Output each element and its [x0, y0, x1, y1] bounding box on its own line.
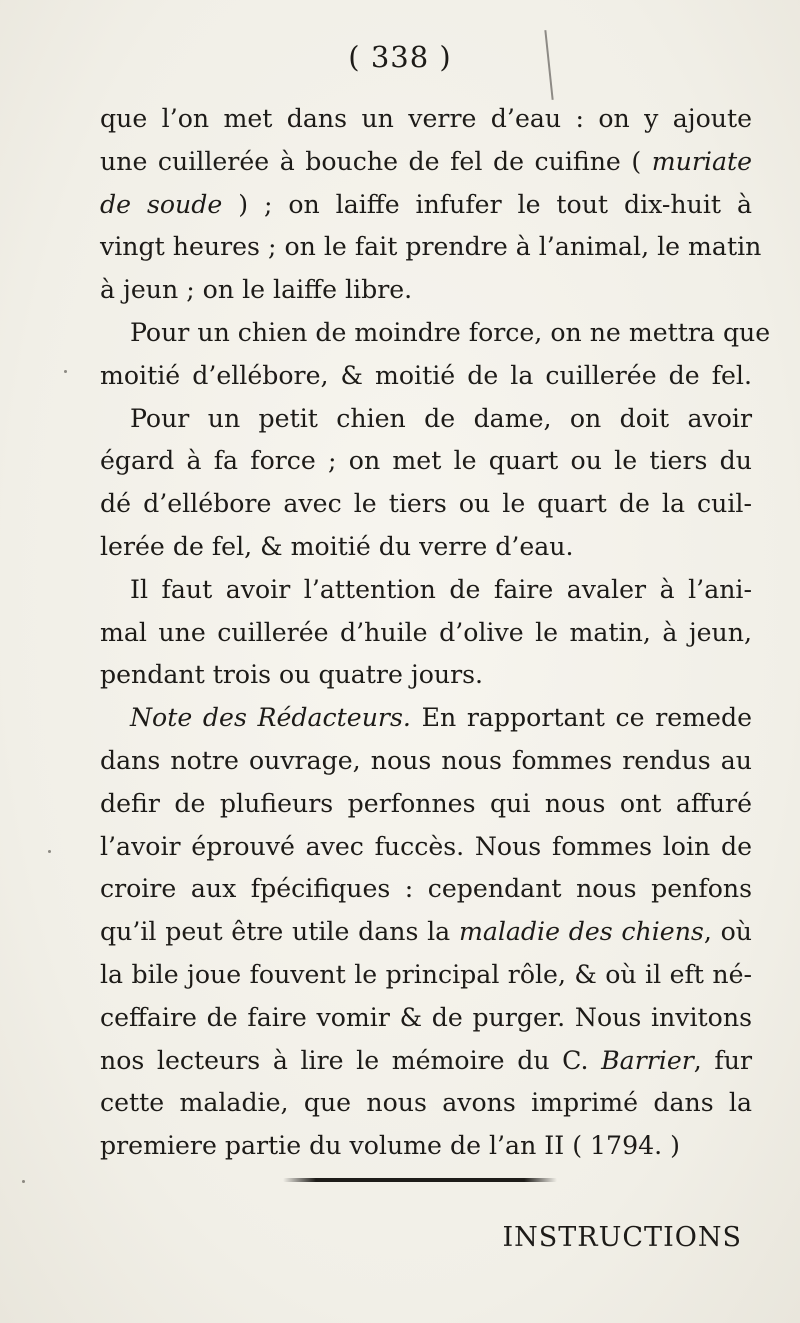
paragraph-smaller-dog — [100, 312, 771, 398]
paragraph-continuation — [100, 98, 762, 312]
text-line: defir de plufieurs perfonnes qui nous ont affuré — [100, 788, 752, 818]
text-line: cette maladie, que nous avons imprimé dans la — [100, 1088, 752, 1118]
text-line: Pour un chien de moindre force, on ne mettra que — [130, 317, 771, 347]
text-line: que l’on met dans un verre d’eau : on y ajoute — [100, 104, 752, 133]
paper-speck — [22, 1180, 25, 1183]
text-line: Note des Rédacteurs. En rapportant ce remede — [130, 703, 752, 733]
body-text — [100, 98, 771, 1168]
text-line: Il faut avoir l’attention de faire avaler à l’ani- — [130, 574, 752, 604]
text-line: l’avoir éprouvé avec fuccès. Nous fommes loin de — [100, 831, 752, 861]
text-line: ceffaire de faire vomir & de purger. Nous invitons — [100, 1002, 752, 1032]
text-line: vingt heures ; on le fait prendre à l’animal, le matin — [100, 232, 762, 262]
paper-speck — [64, 370, 67, 373]
text-line: mal une cuillerée d’huile d’olive le matin, à jeun, — [100, 617, 752, 647]
text-line: égard à fa force ; on met le quart ou le tiers du — [100, 446, 752, 476]
text-line: de soude ) ; on laiffe infufer le tout dix-huit à — [100, 189, 752, 219]
text-line: une cuillerée à bouche de fel de cuifine ( muriate — [100, 146, 752, 176]
editors-note — [100, 697, 752, 1168]
text-line: à jeun ; on le laiffe libre. — [100, 275, 413, 305]
end-rule-divider — [283, 1178, 557, 1182]
text-line: dans notre ouvrage, nous nous fommes rendus au — [100, 745, 752, 775]
text-line: Pour un petit chien de dame, on doit avoir — [130, 403, 752, 433]
paragraph-lapdog — [100, 398, 752, 569]
text-line: premiere partie du volume de l’an II ( 1794. ) — [100, 1131, 680, 1161]
page-number: ( 338 ) — [348, 40, 452, 74]
paper-speck — [48, 850, 51, 853]
text-line: qu’il peut être utile dans la maladie des chiens, où — [100, 917, 752, 947]
text-line: pendant trois ou quatre jours. — [100, 660, 484, 690]
text-line: dé d’ellébore avec le tiers ou le quart de la cuil- — [100, 489, 752, 519]
catchword: INSTRUCTIONS — [502, 1222, 742, 1253]
text-line: croire aux fpécifiques : cependant nous penfons — [100, 874, 752, 904]
text-line: moitié d’ellébore, & moitié de la cuillerée de fel. — [100, 360, 752, 390]
text-line: la bile joue fouvent le principal rôle, & où il eft né- — [100, 959, 752, 989]
text-line: lerée de fel, & moitié du verre d’eau. — [100, 531, 574, 561]
paragraph-olive-oil — [100, 569, 752, 697]
text-line: nos lecteurs à lire le mémoire du C. Barrier, fur — [100, 1045, 752, 1075]
